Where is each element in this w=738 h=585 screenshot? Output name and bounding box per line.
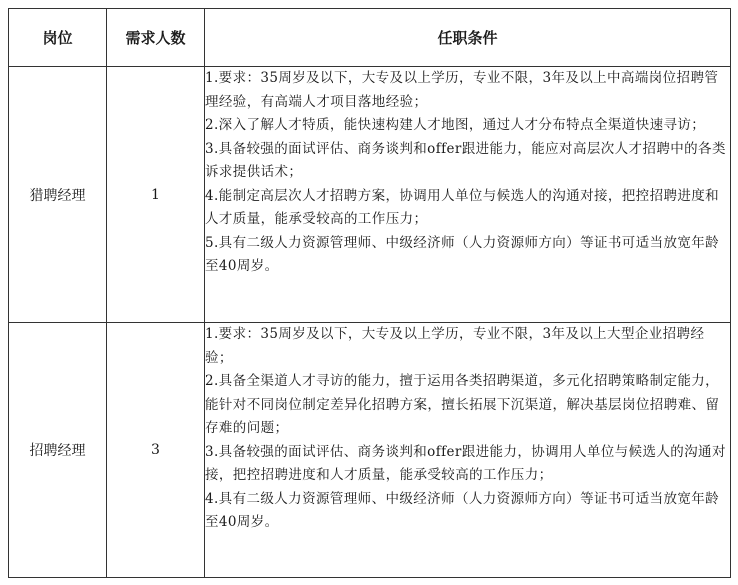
table-row xyxy=(9,323,731,578)
requirements-cell xyxy=(205,323,731,578)
header-requirements: 任职条件 xyxy=(205,9,731,67)
count-cell: 1 xyxy=(107,67,205,323)
count-cell: 3 xyxy=(107,323,205,578)
requirement-item: 4.能制定高层次人才招聘方案，协调用人单位与候选人的沟通对接，把控招聘进度和人才质量，能承受较高的工作压力； xyxy=(205,187,720,227)
recruitment-table xyxy=(8,8,731,578)
requirement-item: 1.要求：35周岁及以下，大专及以上学历，专业不限，3年及以上大型企业招聘经验； xyxy=(205,326,705,366)
position-cell: 猎聘经理 xyxy=(9,67,107,323)
table-header-row xyxy=(9,9,731,67)
table-row xyxy=(9,67,731,323)
requirements-cell xyxy=(205,67,731,323)
requirement-item: 3.具备较强的面试评估、商务谈判和offer跟进能力，协调用人单位与候选人的沟通对接，把控招聘进度和人才质量，能承受较高的工作压力； xyxy=(205,443,726,483)
requirement-item: 1.要求：35周岁及以下，大专及以上学历，专业不限，3年及以上中高端岗位招聘管理经验，有高端人才项目落地经验； xyxy=(205,70,719,110)
position-cell: 招聘经理 xyxy=(9,323,107,578)
header-position: 岗位 xyxy=(9,9,107,67)
requirement-item: 5.具有二级人力资源管理师、中级经济师（人力资源师方向）等证书可适当放宽年龄至40周岁。 xyxy=(205,234,720,274)
requirement-item: 3.具备较强的面试评估、商务谈判和offer跟进能力，能应对高层次人才招聘中的各类诉求提供话术； xyxy=(205,140,726,180)
header-count: 需求人数 xyxy=(107,9,205,67)
requirement-item: 2.深入了解人才特质，能快速构建人才地图，通过人才分布特点全渠道快速寻访； xyxy=(205,117,706,133)
requirement-item: 4.具有二级人力资源管理师、中级经济师（人力资源师方向）等证书可适当放宽年龄至40周岁。 xyxy=(205,490,720,530)
requirement-item: 2.具备全渠道人才寻访的能力，擅于运用各类招聘渠道，多元化招聘策略制定能力，能针对不同岗位制定差异化招聘方案，擅长拓展下沉渠道，解决基层岗位招聘难、留存难的问题； xyxy=(205,373,720,436)
